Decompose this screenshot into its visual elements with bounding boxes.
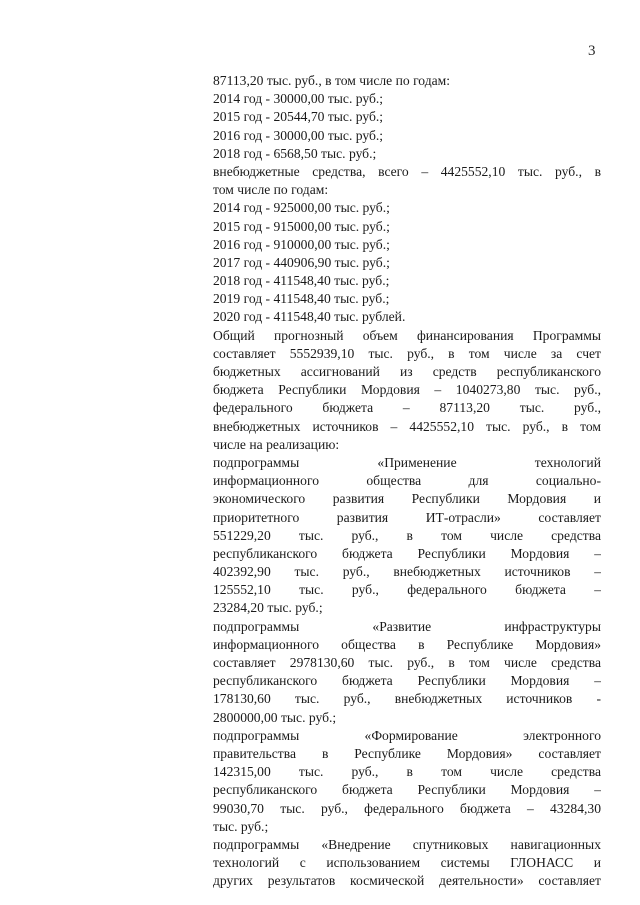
text-line: бюджетных ассигнований из средств республиканского [213, 364, 601, 379]
text-line: подпрограммы «Развитие инфраструктуры [213, 618, 601, 634]
text-line: том числе по годам: [213, 182, 329, 198]
text-line: подпрограммы «Внедрение спутниковых навигационных [213, 836, 601, 852]
text-line: 2014 год - 925000,00 тыс. руб.; [213, 200, 390, 216]
text-line: экономического развития Республики Мордовия и [213, 491, 601, 507]
text-line: подпрограммы «Формирование электронного [213, 727, 601, 743]
text-line: 2015 год - 915000,00 тыс. руб.; [213, 218, 390, 234]
text-line: числе на реализацию: [213, 436, 340, 452]
text-line: 2015 год - 20544,70 тыс. руб.; [213, 109, 384, 125]
text-line: 402392,90 тыс. руб., внебюджетных источников – [213, 564, 601, 580]
text-line: 87113,20 тыс. руб., в том числе по годам: [213, 73, 451, 88]
text-line: 99030,70 тыс. руб., федерального бюджета – 43284,30 [213, 800, 601, 816]
text-line: внебюджетных источников – 4425552,10 тыс. руб., в том [213, 418, 601, 434]
text-line: 2014 год - 30000,00 тыс. руб.; [213, 91, 384, 107]
text-line: 2016 год - 910000,00 тыс. руб.; [213, 236, 390, 252]
text-line: тыс. руб.; [213, 818, 269, 834]
text-line: 2020 год - 411548,40 тыс. рублей. [213, 309, 406, 325]
text-line: информационного общества в Республике Мордовия» [213, 636, 601, 652]
text-line: приоритетного развития ИТ-отрасли» составляет [213, 509, 601, 525]
text-line: 2018 год - 411548,40 тыс. руб.; [213, 273, 390, 289]
text-line: республиканского бюджета Республики Мордовия – [213, 782, 601, 798]
text-line: 2019 год - 411548,40 тыс. руб.; [213, 291, 390, 307]
text-line: 2017 год - 440906,90 тыс. руб.; [213, 254, 390, 270]
text-line: 178130,60 тыс. руб., внебюджетных источников - [213, 691, 601, 707]
text-line: внебюджетные средства, всего – 4425552,10 тыс. руб., в [213, 163, 601, 179]
text-line: республиканского бюджета Республики Мордовия – [213, 545, 601, 561]
text-line: федерального бюджета – 87113,20 тыс. руб., [213, 400, 601, 416]
document-body [213, 72, 601, 890]
text-line: других результатов космической деятельности» составляет [213, 873, 601, 889]
text-line: Общий прогнозный объем финансирования Программы [213, 327, 601, 343]
text-line: правительства в Республике Мордовия» составляет [213, 745, 601, 761]
text-line: составляет 2978130,60 тыс. руб., в том числе средства [213, 655, 601, 670]
text-line: 2800000,00 тыс. руб.; [213, 709, 337, 725]
text-line: 551229,20 тыс. руб., в том числе средства [213, 527, 601, 543]
text-line: 23284,20 тыс. руб.; [213, 600, 323, 616]
page-number: 3 [588, 43, 596, 59]
text-line: бюджета Республики Мордовия – 1040273,80 тыс. руб., [213, 382, 601, 398]
text-line: республиканского бюджета Республики Мордовия – [213, 673, 601, 689]
text-line: технологий с использованием системы ГЛОНАСС и [213, 855, 601, 871]
text-line: подпрограммы «Применение технологий [213, 454, 601, 470]
text-line: 2018 год - 6568,50 тыс. руб.; [213, 145, 377, 161]
text-line: информационного общества для социально- [213, 473, 601, 489]
text-line: 2016 год - 30000,00 тыс. руб.; [213, 127, 384, 143]
text-line: 142315,00 тыс. руб., в том числе средства [213, 764, 601, 780]
text-line: составляет 5552939,10 тыс. руб., в том числе за счет [213, 345, 601, 361]
text-line: 125552,10 тыс. руб., федерального бюджета – [213, 582, 601, 598]
